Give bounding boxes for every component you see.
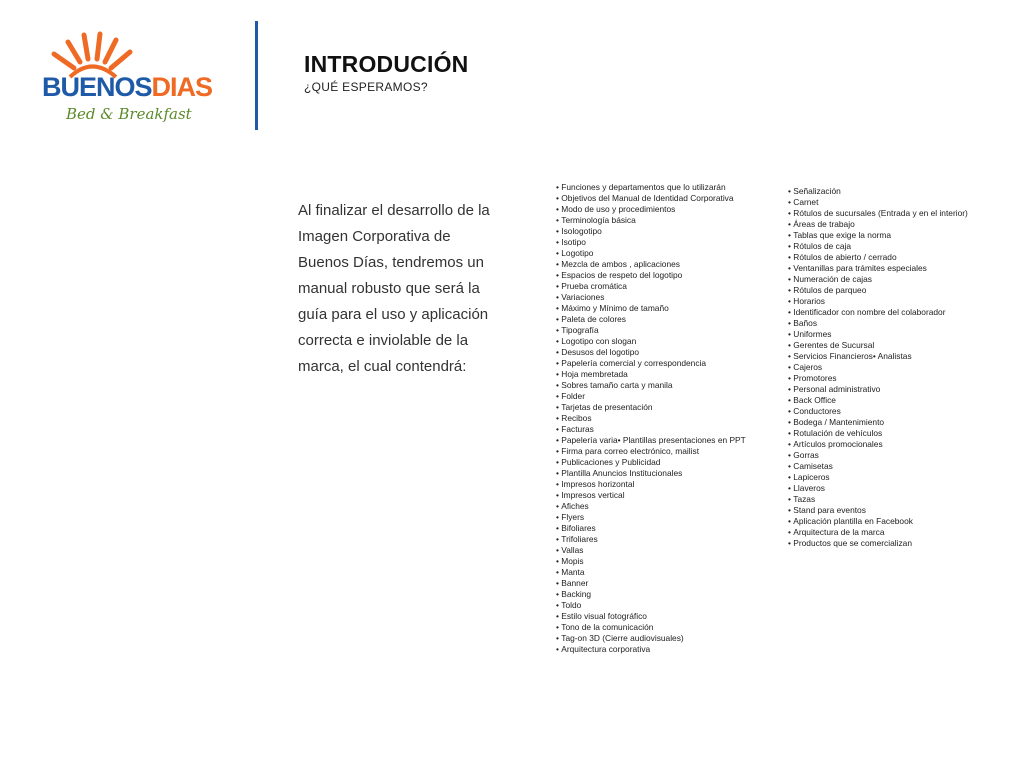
list-item: • Mopis [556,556,746,567]
list-item: • Lapiceros [788,472,968,483]
list-item: • Conductores [788,406,968,417]
list-item: • Terminología básica [556,215,746,226]
logo-wordmark [42,74,212,101]
list-item: • Backing [556,589,746,600]
list-item: • Promotores [788,373,968,384]
list-item: • Rótulos de parqueo [788,285,968,296]
list-item: • Back Office [788,395,968,406]
page-title: INTRODUCIÓN [304,51,469,77]
list-item: • Paleta de colores [556,314,746,325]
list-item: • Stand para eventos [788,505,968,516]
list-item: • Tarjetas de presentación [556,402,746,413]
intro-paragraph: Al finalizar el desarrollo de la Imagen Corporativa de Buenos Días, tendremos un manual robusto que será la guía para el uso y aplicación correcta e inviolable de la marca, el cual contendrá: [298,202,490,375]
list-item: • Variaciones [556,292,746,303]
list-item: • Ventanillas para trámites especiales [788,263,968,274]
brand-logo [36,30,226,130]
list-item: • Logotipo [556,248,746,259]
list-item: • Desusos del logotipo [556,347,746,358]
list-item: • Rótulos de sucursales (Entrada y en el interior) [788,208,968,219]
list-item: • Publicaciones y Publicidad [556,457,746,468]
list-item: • Uniformes [788,329,968,340]
manual-contents-list-right [788,186,968,549]
list-item: • Isotipo [556,237,746,248]
list-item: • Servicios Financieros• Analistas [788,351,968,362]
list-item: • Rótulos de caja [788,241,968,252]
list-item: • Recibos [556,413,746,424]
list-item: • Bodega / Mantenimiento [788,417,968,428]
list-item: • Manta [556,567,746,578]
list-item: • Baños [788,318,968,329]
list-item: • Funciones y departamentos que lo utilizarán [556,182,746,193]
header-divider [255,21,258,130]
list-item: • Afiches [556,501,746,512]
list-item: • Trifoliares [556,534,746,545]
list-item: • Tablas que exige la norma [788,230,968,241]
list-item: • Artículos promocionales [788,439,968,450]
list-item: • Firma para correo electrónico, mailist [556,446,746,457]
list-item: • Arquitectura corporativa [556,644,746,655]
list-item: • Gorras [788,450,968,461]
list-item: • Banner [556,578,746,589]
list-item: • Mezcla de ambos , aplicaciones [556,259,746,270]
list-item: • Prueba cromática [556,281,746,292]
list-item: • Identificador con nombre del colaborador [788,307,968,318]
list-item: • Áreas de trabajo [788,219,968,230]
list-item: • Impresos horizontal [556,479,746,490]
list-item: • Rótulos de abierto / cerrado [788,252,968,263]
list-item: • Arquitectura de la marca [788,527,968,538]
list-item: • Numeración de cajas [788,274,968,285]
list-item: • Facturas [556,424,746,435]
list-item: • Aplicación plantilla en Facebook [788,516,968,527]
list-item: • Tono de la comunicación [556,622,746,633]
list-item: • Papelería comercial y correspondencia [556,358,746,369]
list-item: • Logotipo con slogan [556,336,746,347]
logo-word-dias: DIAS [151,72,213,102]
list-item: • Máximo y Mínimo de tamaño [556,303,746,314]
list-item: • Estilo visual fotográfico [556,611,746,622]
list-item: • Productos que se comercializan [788,538,968,549]
list-item: • Modo de uso y procedimientos [556,204,746,215]
manual-contents-list-left [556,182,746,655]
logo-tagline: Bed & Breakfast [66,105,192,123]
list-item: • Flyers [556,512,746,523]
list-item: • Tazas [788,494,968,505]
list-item: • Folder [556,391,746,402]
list-item: • Señalización [788,186,968,197]
list-item: • Personal administrativo [788,384,968,395]
list-item: • Isologotipo [556,226,746,237]
list-item: • Rotulación de vehículos [788,428,968,439]
list-item: • Sobres tamaño carta y manila [556,380,746,391]
list-item: • Plantilla Anuncios Institucionales [556,468,746,479]
list-item: • Tag-on 3D (Cierre audiovisuales) [556,633,746,644]
list-item: • Bifoliares [556,523,746,534]
list-item: • Tipografía [556,325,746,336]
list-item: • Horarios [788,296,968,307]
page-subtitle: ¿QUÉ ESPERAMOS? [304,80,428,94]
list-item: • Papelería varia• Plantillas presentaciones en PPT [556,435,746,446]
logo-word-buenos: BUENOS [42,72,152,102]
list-item: • Llaveros [788,483,968,494]
list-item: • Gerentes de Sucursal [788,340,968,351]
list-item: • Carnet [788,197,968,208]
list-item: • Impresos vertical [556,490,746,501]
list-item: • Hoja membretada [556,369,746,380]
list-item: • Toldo [556,600,746,611]
list-item: • Objetivos del Manual de Identidad Corporativa [556,193,746,204]
list-item: • Camisetas [788,461,968,472]
list-item: • Vallas [556,545,746,556]
list-item: • Espacios de respeto del logotipo [556,270,746,281]
list-item: • Cajeros [788,362,968,373]
